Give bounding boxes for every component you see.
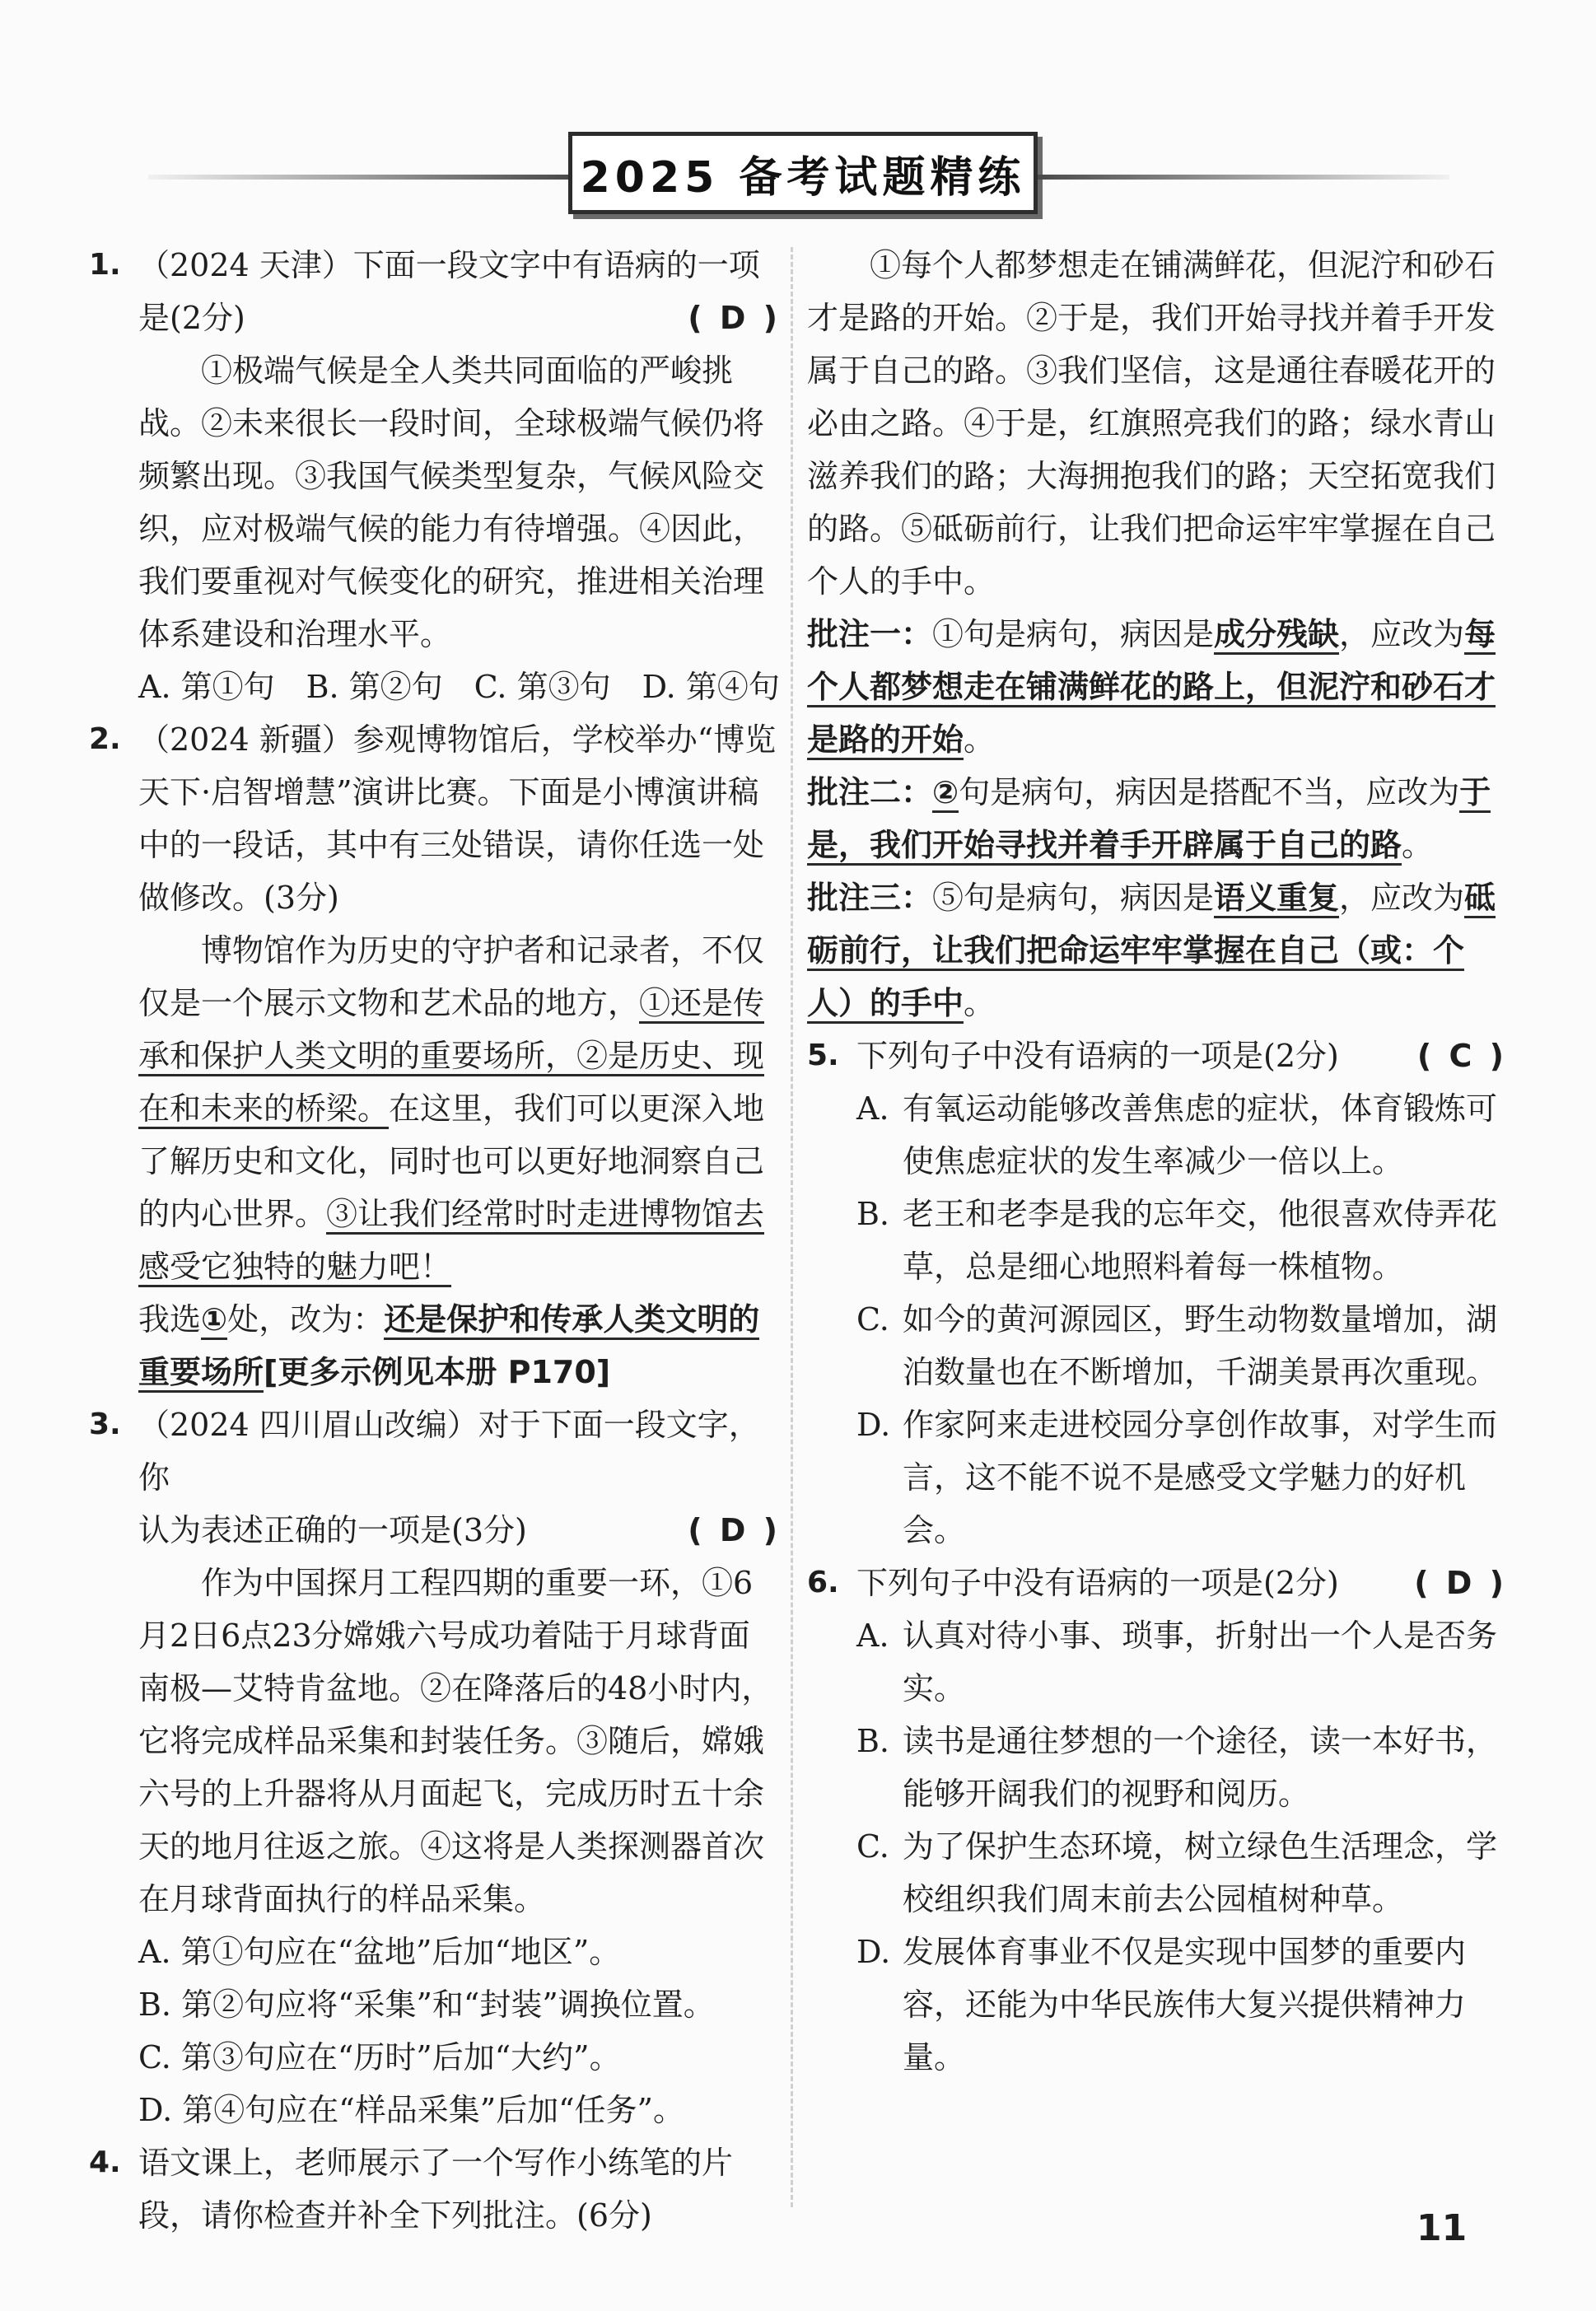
- answer-text: 还是保护和传承人类文明的重要场所: [138, 1301, 759, 1393]
- answer-bracket: ( D ): [688, 300, 781, 336]
- option-letter: C.: [856, 1301, 889, 1338]
- option-text: 发展体育事业不仅是实现中国梦的重要内容，还能为中华民族伟大复兴提供精神力量。: [903, 1934, 1467, 2075]
- banner-rule-left: [148, 175, 568, 180]
- answer-line: [138, 1293, 781, 1398]
- question-stem: 下列句子中没有语病的一项是(2分): [856, 1565, 1339, 1601]
- question-1: [89, 239, 781, 713]
- banner-rule-right: [1038, 175, 1449, 180]
- question-stem-line2: [138, 1504, 781, 1557]
- note-label: 批注三：: [807, 880, 933, 916]
- note-2: [807, 766, 1507, 871]
- answer-bracket: ( D ): [1414, 1565, 1507, 1601]
- option-text: 读书是通往梦想的一个途径，读一本好书，能够开阔我们的视野和阅历。: [903, 1723, 1498, 1812]
- note-text: ⑤句是病句，病因是: [932, 880, 1215, 916]
- note-label: 批注一：: [807, 616, 933, 652]
- question-stem-line: [856, 1029, 1507, 1082]
- option-text: 作家阿来走进校园分享创作故事，对学生而言，这不能不说不是感受文学魅力的好机会。: [903, 1407, 1498, 1548]
- note-text: 句是病句，病因是搭配不当，应改为: [959, 774, 1460, 810]
- question-number: 2.: [89, 722, 121, 756]
- option-b: [856, 1715, 1507, 1820]
- note-answer: 成分残缺: [1214, 616, 1339, 655]
- question-stem-text: 认为表述正确的一项是(3分): [138, 1512, 527, 1548]
- question-stem: （2024 四川眉山改编）对于下面一段文字，你: [138, 1407, 760, 1496]
- question-number: 4.: [89, 2145, 121, 2179]
- question-number: 1.: [89, 248, 121, 282]
- note-label: 批注二：: [807, 774, 933, 810]
- option-text: 认真对待小事、琐事，折射出一个人是否务实。: [903, 1618, 1498, 1706]
- question-number: 6.: [807, 1566, 839, 1599]
- option-a: [856, 1609, 1507, 1715]
- note-text: ，应改为: [1339, 880, 1465, 916]
- option-d: [856, 1398, 1507, 1557]
- question-stem-line: [856, 1557, 1507, 1609]
- question-number: 5.: [807, 1039, 839, 1072]
- option-c: C. 第③句应在“历时”后加“大约”。: [138, 2039, 621, 2075]
- question-6: [807, 1557, 1507, 2084]
- answer-bracket: ( D ): [688, 1512, 781, 1548]
- question-4: [89, 2136, 781, 2242]
- question-3: [89, 1398, 781, 2136]
- option-b: B. 第②句应将“采集”和“封装”调换位置。: [138, 1987, 715, 2023]
- option-text: 有氧运动能够改善焦虑的症状，体育锻炼可使焦虑症状的发生率减少一倍以上。: [903, 1090, 1498, 1179]
- right-column: [807, 239, 1507, 2084]
- option-text: 老王和老李是我的忘年交，他很喜欢侍弄花草，总是细心地照料着每一株植物。: [903, 1196, 1498, 1285]
- question-passage: 作为中国探月工程四期的重要一环，①6月2日6点23分嫦娥六号成功着陆于月球背面南极—艾特肯盆地。②在降落后的48小时内，它将完成样品采集和封装任务。③随后，嫦娥六号的上升器将从月面起飞，完成历时五十余天的地月往返之旅。④这将是人类探测器首次在月球背面执行的样品采集。: [138, 1565, 773, 1917]
- question-stem: （2024 新疆）参观博物馆后，学校举办“博览天下·启智增慧”演讲比赛。下面是小博演讲稿中的一段话，其中有三处错误，请你任选一处做修改。(3分): [138, 721, 777, 916]
- note-answer: ②: [932, 774, 959, 813]
- banner-box: [568, 132, 1038, 214]
- option-b: [856, 1188, 1507, 1293]
- option-d: [856, 1926, 1507, 2084]
- passage-underlined: ③让我们经常时时走进博物馆去感受它独特的魅力吧！: [138, 1196, 764, 1287]
- option-c: [856, 1293, 1507, 1398]
- note-text: 。: [964, 985, 996, 1021]
- question-stem: （2024 天津）下面一段文字中有语病的一项: [138, 247, 760, 283]
- section-banner: [148, 132, 1449, 222]
- note-answer: 每个人都梦想走在铺满鲜花的路上，但泥泞和砂石才是路的开始: [807, 616, 1496, 760]
- passage-text: 博物馆作为历史的守护者和记录者，不仅仅是一个展示文物和艺术品的地方，: [138, 932, 765, 1021]
- option-a: A. 第①句应在“盆地”后加“地区”。: [138, 1934, 621, 1970]
- note-1: [807, 608, 1507, 766]
- question-stem: 语文课上，老师展示了一个写作小练笔的片段，请你检查并补全下列批注。(6分): [138, 2145, 734, 2234]
- note-text: ，应改为: [1339, 616, 1465, 652]
- question-4-passage: ①每个人都梦想走在铺满鲜花，但泥泞和砂石才是路的开始。②于是，我们开始寻找并着手开发属于自己的路。③我们坚信，这是通往春暖花开的必由之路。④于是，红旗照亮我们的路；绿水青山滋养我们的路；大海拥抱我们的路；天空拓宽我们的路。⑤砥砺前行，让我们把命运牢牢掌握在自己个人的手中。: [807, 247, 1496, 600]
- option-letter: B.: [856, 1196, 890, 1232]
- passage-text: 在这里，我们可以更深入地了解历史和文化，同时也可以更好地洞察自己的内心世界。: [138, 1090, 765, 1232]
- note-text: ①句是病句，病因是: [932, 616, 1215, 652]
- note-3: [807, 871, 1507, 1029]
- question-2: [89, 713, 781, 1398]
- note-text: 。: [964, 721, 996, 758]
- answer-bracket: ( C ): [1416, 1038, 1507, 1074]
- question-passage: [138, 924, 781, 1293]
- answer-mid: 处，改为：: [227, 1301, 385, 1338]
- question-stem-text: 是(2分): [138, 300, 245, 336]
- answer-reference: [更多示例见本册 P170]: [264, 1354, 611, 1390]
- option-letter: A.: [856, 1090, 889, 1127]
- question-number: 3.: [89, 1408, 121, 1441]
- question-5: [807, 1029, 1507, 1557]
- passage-underlined: ①还是传承和保护人类文明的重要场所，②是历史、现在和未来的桥梁。: [138, 985, 764, 1129]
- answer-prefix: 我选: [138, 1301, 202, 1338]
- option-letter: D.: [856, 1934, 891, 1970]
- option-text: 如今的黄河源园区，野生动物数量增加，湖泊数量也在不断增加，千湖美景再次重现。: [903, 1301, 1498, 1390]
- option-letter: B.: [856, 1723, 890, 1759]
- option-letter: A.: [856, 1618, 889, 1654]
- column-divider: [791, 247, 793, 2207]
- question-options: A. 第①句 B. 第②句 C. 第③句 D. 第④句: [138, 669, 780, 705]
- banner-title: 2025 备考试题精练: [580, 152, 1026, 203]
- answer-choice: ①: [201, 1301, 227, 1340]
- option-letter: C.: [856, 1828, 889, 1865]
- note-answer: 砥砺前行，让我们把命运牢牢掌握在自己（或：个人）的手中: [807, 880, 1496, 1024]
- note-text: 。: [1402, 827, 1434, 863]
- option-d: D. 第④句应在“样品采集”后加“任务”。: [138, 2092, 684, 2128]
- page-number: 11: [1416, 2207, 1468, 2249]
- left-column: [89, 239, 781, 2242]
- option-c: [856, 1820, 1507, 1926]
- note-answer: 于是，我们开始寻找并着手开辟属于自己的路: [807, 774, 1491, 866]
- option-letter: D.: [856, 1407, 891, 1443]
- question-stem: 下列句子中没有语病的一项是(2分): [856, 1038, 1339, 1074]
- question-stem-line2: [138, 292, 781, 344]
- option-text: 为了保护生态环境，树立绿色生活理念，学校组织我们周末前去公园植树种草。: [903, 1828, 1498, 1917]
- question-passage: ①极端气候是全人类共同面临的严峻挑战。②未来很长一段时间，全球极端气候仍将频繁出现。③我国气候类型复杂，气候风险交织，应对极端气候的能力有待增强。④因此，我们要重视对气候变化的研究，推进相关治理体系建设和治理水平。: [138, 352, 765, 652]
- note-answer: 语义重复: [1214, 880, 1339, 918]
- option-a: [856, 1082, 1507, 1188]
